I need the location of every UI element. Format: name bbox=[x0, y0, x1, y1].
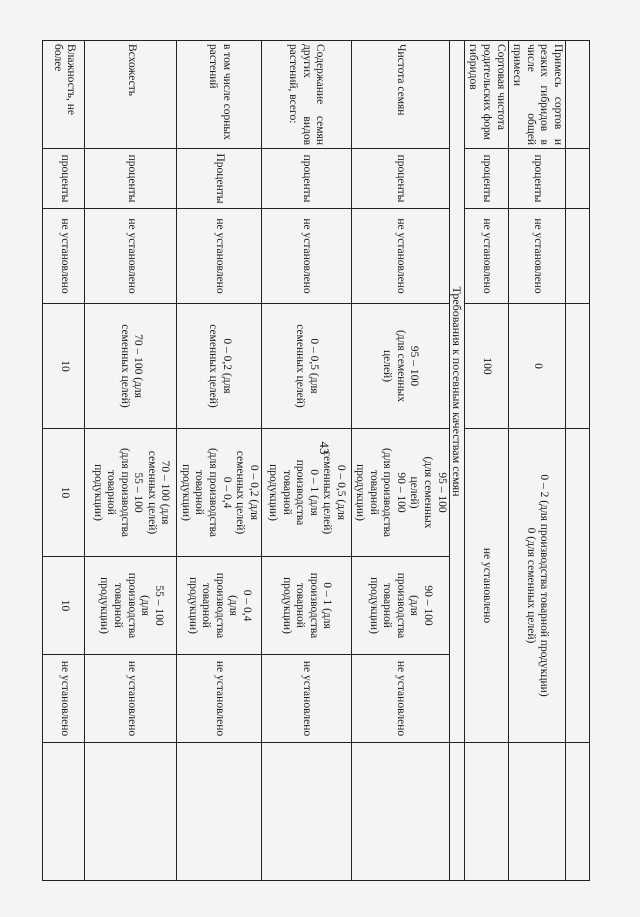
rotated-table-wrapper bbox=[51, 40, 590, 880]
unit-cell: Проценты bbox=[177, 149, 261, 209]
table-row bbox=[261, 41, 351, 881]
unit-cell: проценты bbox=[43, 149, 85, 209]
unit-cell: проценты bbox=[508, 149, 565, 209]
value-cell: не установлено bbox=[464, 429, 508, 743]
value-cell: 0 – 0,4 (для производства товарной продукции) bbox=[177, 557, 261, 655]
value-cell: не установлено bbox=[177, 655, 261, 743]
value-cell: не установлено bbox=[261, 209, 351, 304]
table-row bbox=[177, 41, 261, 881]
indicator-cell: Влажность, не более bbox=[43, 41, 85, 149]
table-row bbox=[43, 41, 85, 881]
value-cell: не установлено bbox=[508, 209, 565, 304]
indicator-cell: в том числе сорных растений bbox=[177, 41, 261, 149]
value-cell: не установлено bbox=[261, 655, 351, 743]
value-cell: не установлено bbox=[351, 209, 449, 304]
indicator-cell: Всхожесть bbox=[85, 41, 177, 149]
value-cell: 90 – 100 (для производства товарной продукции) bbox=[351, 557, 449, 655]
table-row bbox=[508, 41, 565, 881]
value-cell: 0 – 0,2 (для семенных целей) 0 – 0,4 (для производства товарной продукции) bbox=[177, 429, 261, 557]
value-cell: не установлено bbox=[177, 209, 261, 304]
value-cell: 0 – 0,5 (для семенных целей) 0 – 1 (для производства товарной продукции) bbox=[261, 429, 351, 557]
section-title: Требования к посевным качествам семян bbox=[449, 41, 464, 743]
indicator-cell: Сортовая чистота родительских форм гибридов bbox=[464, 41, 508, 149]
value-cell: 0 bbox=[508, 304, 565, 429]
rotated-table-frame bbox=[51, 40, 590, 880]
value-cell: не установлено bbox=[85, 209, 177, 304]
seed-requirements-table bbox=[42, 40, 590, 881]
value-cell: 10 bbox=[43, 429, 85, 557]
value-cell: не установлено bbox=[43, 655, 85, 743]
value-cell: не установлено bbox=[85, 655, 177, 743]
unit-cell: проценты bbox=[261, 149, 351, 209]
table-row-spacer bbox=[566, 41, 590, 881]
table-row bbox=[351, 41, 449, 881]
page-number: 43 bbox=[317, 441, 332, 455]
value-cell: 0 – 1 (для производства товарной продукции) bbox=[261, 557, 351, 655]
value-cell: 0 – 2 (для производства товарной продукции) 0 (для семенных целей) bbox=[508, 429, 565, 743]
indicator-cell: Содержание семян других видов растений, всего: bbox=[261, 41, 351, 149]
value-cell: 10 bbox=[43, 304, 85, 429]
table-row bbox=[464, 41, 508, 881]
value-cell: не установлено bbox=[43, 209, 85, 304]
indicator-cell: Чистота семян bbox=[351, 41, 449, 149]
value-cell: 70 – 100 (для семенных целей) 55 – 100 (для производства товарной продукции) bbox=[85, 429, 177, 557]
value-cell: 0 – 0,5 (для семенных целей) bbox=[261, 304, 351, 429]
value-cell: 10 bbox=[43, 557, 85, 655]
table-row bbox=[85, 41, 177, 881]
value-cell: 70 – 100 (для семенных целей) bbox=[85, 304, 177, 429]
unit-cell: проценты bbox=[85, 149, 177, 209]
value-cell: 95 – 100 (для семенных целей) 90 – 100 (для производства товарной продукции) bbox=[351, 429, 449, 557]
value-cell: не установлено bbox=[464, 209, 508, 304]
value-cell: 55 – 100 (для производства товарной продукции) bbox=[85, 557, 177, 655]
unit-cell: проценты bbox=[351, 149, 449, 209]
value-cell: не установлено bbox=[351, 655, 449, 743]
value-cell: 0 – 0,2 (для семенных целей) bbox=[177, 304, 261, 429]
unit-cell: проценты bbox=[464, 149, 508, 209]
section-row bbox=[449, 41, 464, 881]
value-cell: 100 bbox=[464, 304, 508, 429]
value-cell: 95 – 100 (для семенных целей) bbox=[351, 304, 449, 429]
indicator-cell: Примесь сортов и резких гибридов в числе общей примеси bbox=[508, 41, 565, 149]
